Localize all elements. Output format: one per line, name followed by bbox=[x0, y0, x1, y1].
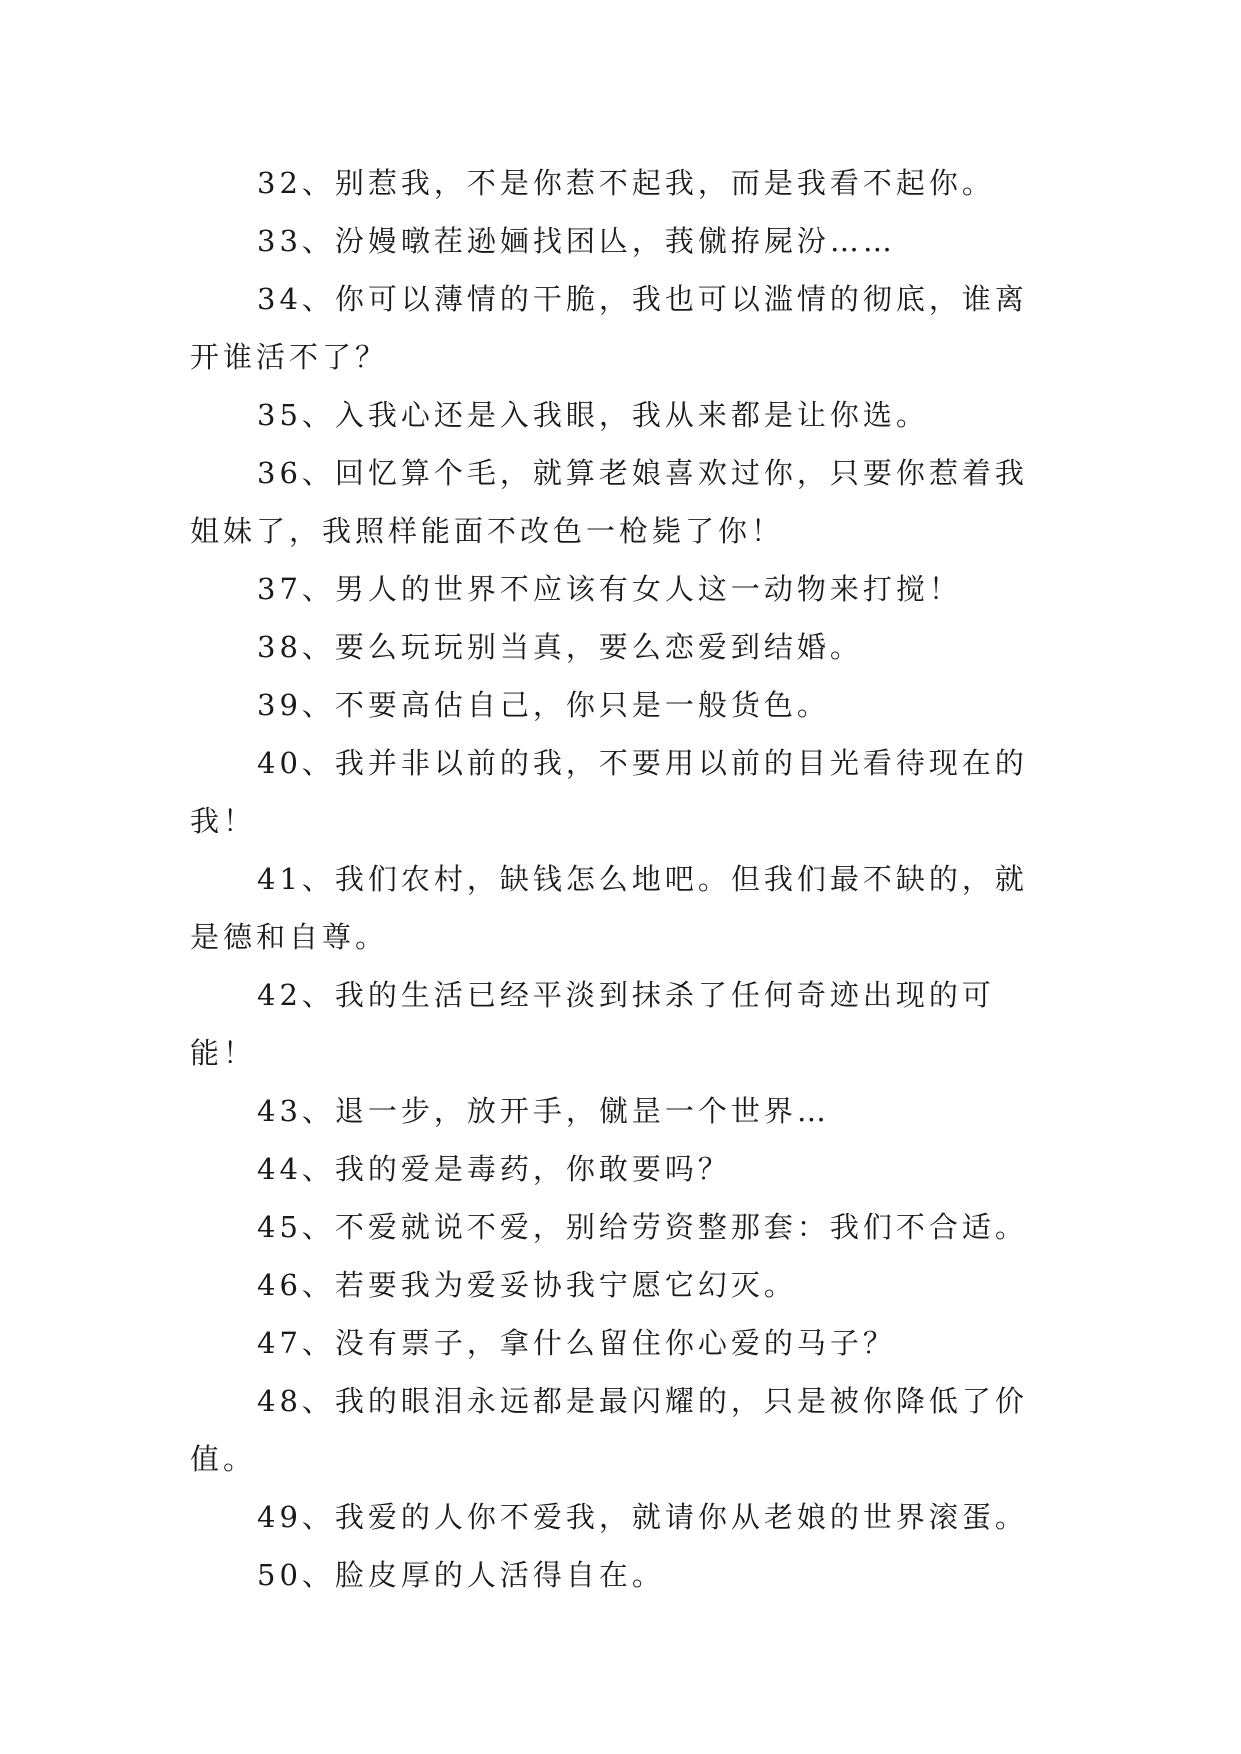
list-item-46: 46、若要我为爱妥协我宁愿它幻灭。 bbox=[257, 1268, 797, 1302]
list-item-34: 34、你可以薄情的干脆，我也可以滥情的彻底，谁离开谁活不了？ bbox=[190, 282, 1028, 374]
list-item-38: 38、要么玩玩别当真，要么恋爱到结婚。 bbox=[257, 630, 863, 664]
list-item-48: 48、我的眼泪永远都是最闪耀的，只是被你降低了价值。 bbox=[190, 1384, 1028, 1476]
list-item-33: 33、汾嫚暾茬逊婳找囨亾，莪僦拵屍汾…… bbox=[257, 224, 896, 258]
list-item-35: 35、入我心还是入我眼，我从来都是让你选。 bbox=[257, 398, 929, 432]
list-item-41: 41、我们农村，缺钱怎么地吧。但我们最不缺的，就是德和自尊。 bbox=[190, 862, 1028, 954]
list-item-36: 36、回忆算个毛，就算老娘喜欢过你，只要你惹着我姐妹了，我照样能面不改色一枪毙了你！ bbox=[190, 456, 1028, 548]
document-body bbox=[190, 154, 1050, 1604]
list-item-42: 42、我的生活已经平淡到抹杀了任何奇迹出现的可能！ bbox=[190, 978, 995, 1070]
list-item-37: 37、男人的世界不应该有女人这一动物来打搅！ bbox=[257, 572, 962, 606]
list-item-50: 50、脸皮厚的人活得自在。 bbox=[257, 1558, 665, 1592]
list-item-49: 49、我爱的人你不爱我，就请你从老娘的世界滚蛋。 bbox=[257, 1500, 1028, 1534]
list-item-45: 45、不爱就说不爱，别给劳资整那套：我们不合适。 bbox=[257, 1210, 1028, 1244]
list-item-32: 32、别惹我，不是你惹不起我，而是我看不起你。 bbox=[257, 166, 995, 200]
list-item-47: 47、没有票子，拿什么留住你心爱的马子？ bbox=[257, 1326, 896, 1360]
list-item-44: 44、我的爱是毒药，你敢要吗？ bbox=[257, 1152, 731, 1186]
list-item-43: 43、退一步，放开手，僦昰一个世界… bbox=[257, 1094, 830, 1128]
list-item-39: 39、不要高估自己，你只是一般货色。 bbox=[257, 688, 830, 722]
list-item-40: 40、我并非以前的我，不要用以前的目光看待现在的我！ bbox=[190, 746, 1028, 838]
